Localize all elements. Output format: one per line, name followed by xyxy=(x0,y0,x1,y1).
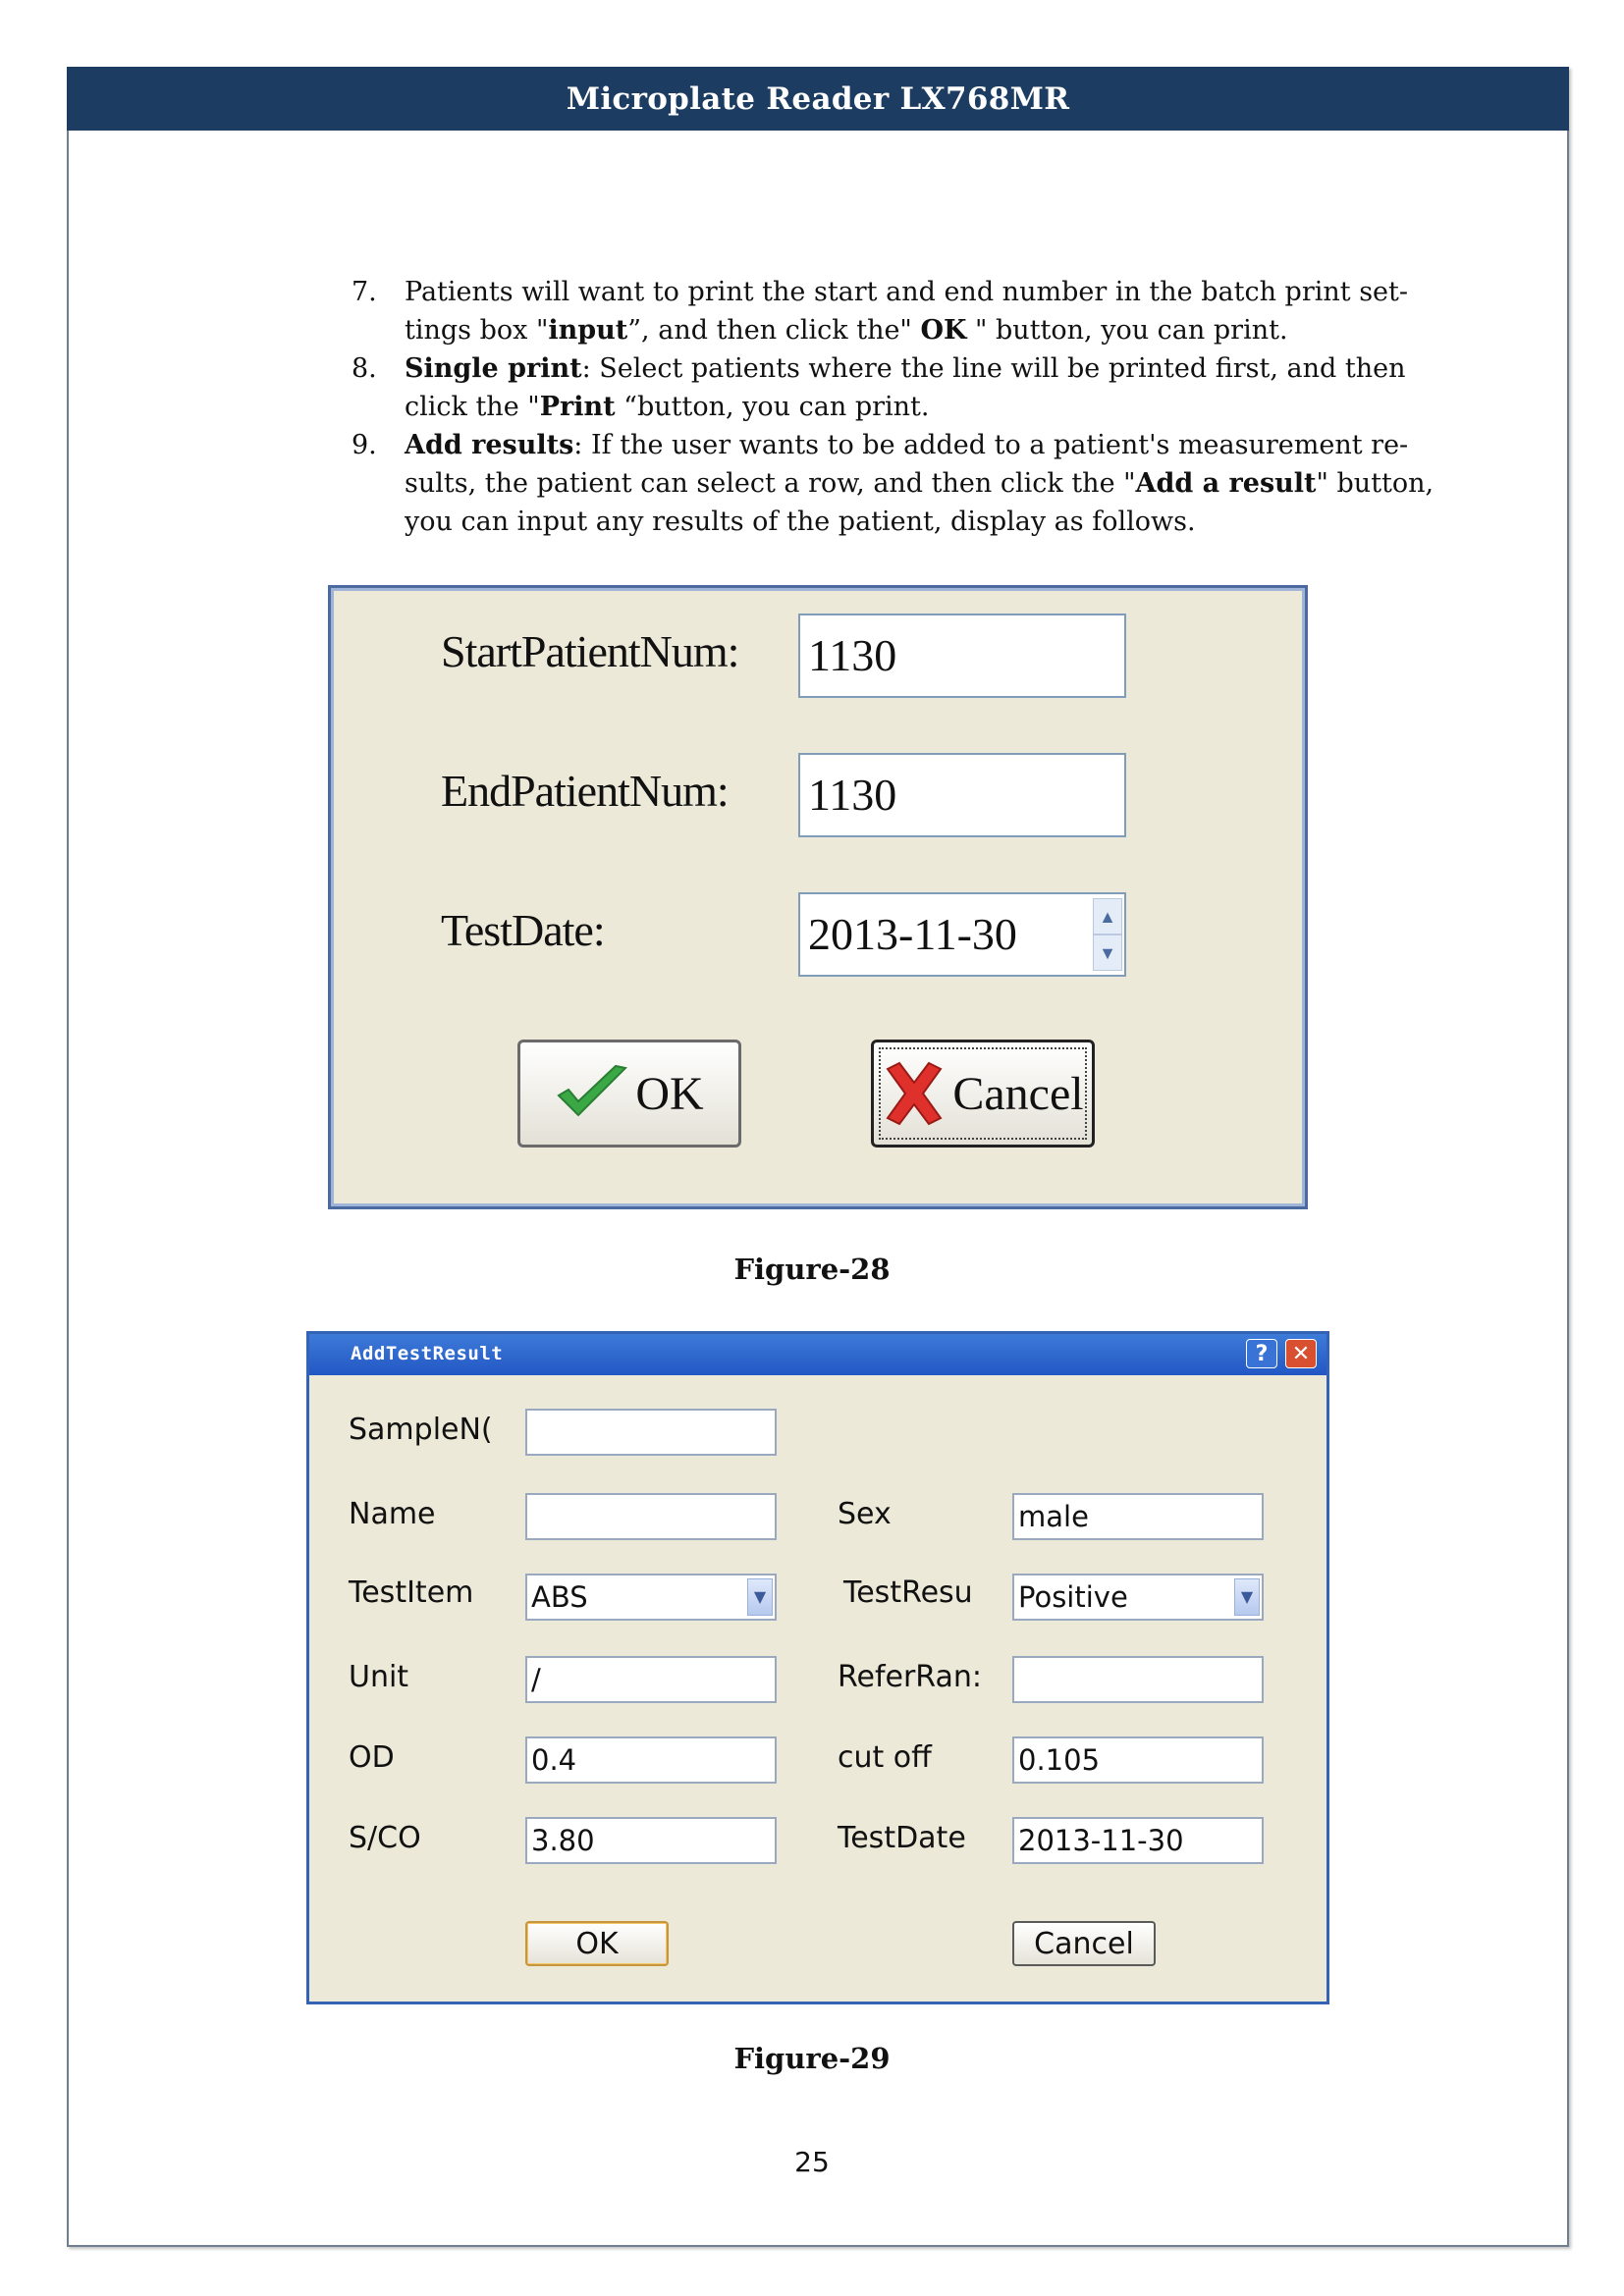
start-patient-num-label: StartPatientNum: xyxy=(441,626,739,676)
instruction-text: : If the user wants to be added to a patient's measurement re-sults, the patient can select a row, and then click the " xyxy=(405,430,1409,499)
cancel-button[interactable] xyxy=(871,1040,1095,1148)
instruction-emphasis: OK xyxy=(920,315,967,346)
instruction-text: Patients will want to print the start and end number in the batch print set-tings box " xyxy=(405,277,1409,346)
test-date-picker[interactable] xyxy=(798,892,1126,977)
sco-label: S/CO xyxy=(349,1821,421,1855)
cut-off-label: cut off xyxy=(838,1740,932,1775)
spin-up-icon[interactable]: ▲ xyxy=(1093,898,1122,934)
cut-off-input[interactable]: 0.105 xyxy=(1012,1736,1264,1784)
spin-down-icon[interactable]: ▼ xyxy=(1093,934,1122,971)
start-patient-num-input[interactable]: 1130 xyxy=(798,614,1126,698)
end-patient-num-input[interactable]: 1130 xyxy=(798,753,1126,837)
ok-button-label: OK xyxy=(575,1926,619,1961)
sample-no-input[interactable] xyxy=(525,1409,777,1456)
test-item-value: ABS xyxy=(531,1580,588,1614)
instruction-list xyxy=(352,273,1453,541)
close-button[interactable] xyxy=(1285,1339,1317,1368)
instruction-number: 9. xyxy=(352,430,377,460)
ok-button[interactable] xyxy=(517,1040,741,1148)
cancel-button[interactable] xyxy=(1012,1921,1156,1966)
instruction-emphasis: Single print xyxy=(405,353,582,384)
help-icon: ? xyxy=(1255,1341,1269,1366)
name-input[interactable] xyxy=(525,1493,777,1540)
sco-input[interactable]: 3.80 xyxy=(525,1817,777,1864)
test-date-value: 2013-11-30 xyxy=(808,909,1017,959)
test-result-label: TestResu xyxy=(843,1575,973,1610)
instruction-number: 7. xyxy=(352,277,377,307)
cancel-button-label: Cancel xyxy=(1034,1926,1134,1961)
test-item-label: TestItem xyxy=(349,1575,474,1610)
chevron-down-icon[interactable]: ▼ xyxy=(747,1578,773,1616)
page-number: 25 xyxy=(794,2146,830,2178)
ok-button-label: OK xyxy=(635,1067,704,1120)
refer-range-label: ReferRan: xyxy=(838,1660,982,1694)
test-date-label: TestDate: xyxy=(441,905,605,955)
figure-29-caption: Figure-29 xyxy=(733,2042,891,2075)
test-date-label: TestDate xyxy=(838,1821,966,1855)
help-button[interactable] xyxy=(1246,1339,1277,1368)
cancel-button-label: Cancel xyxy=(952,1067,1084,1120)
instruction-item xyxy=(352,273,1453,349)
header-title: Microplate Reader LX768MR xyxy=(566,80,1070,117)
batch-print-dialog xyxy=(328,585,1308,1209)
red-x-icon xyxy=(882,1059,947,1128)
test-date-input[interactable]: 2013-11-30 xyxy=(1012,1817,1264,1864)
sex-input[interactable]: male xyxy=(1012,1493,1264,1540)
test-item-select[interactable] xyxy=(525,1574,777,1621)
figure-28-caption: Figure-28 xyxy=(733,1253,891,1286)
instruction-emphasis: input xyxy=(548,315,628,346)
instruction-item xyxy=(352,426,1453,541)
instruction-emphasis: Print xyxy=(539,392,616,422)
sex-label: Sex xyxy=(838,1497,892,1531)
instruction-text: : Select patients where the line will be printed first, and then click the " xyxy=(405,353,1406,422)
test-result-value: Positive xyxy=(1018,1580,1128,1614)
instruction-text: ”, and then click the" xyxy=(627,315,921,346)
unit-input[interactable]: / xyxy=(525,1656,777,1703)
od-input[interactable]: 0.4 xyxy=(525,1736,777,1784)
instruction-emphasis: Add a result xyxy=(1135,468,1317,499)
instruction-number: 8. xyxy=(352,353,377,384)
instruction-text: " button, you can input any results of the patient, display as follows. xyxy=(405,468,1435,537)
add-test-result-dialog xyxy=(306,1331,1329,2004)
close-icon: ✕ xyxy=(1291,1341,1311,1366)
date-spinner[interactable] xyxy=(1093,898,1122,971)
instruction-emphasis: Add results xyxy=(405,430,574,460)
unit-label: Unit xyxy=(349,1660,409,1694)
page-header xyxy=(67,67,1569,131)
instruction-item xyxy=(352,349,1453,426)
end-patient-num-label: EndPatientNum: xyxy=(441,766,729,816)
chevron-down-icon[interactable]: ▼ xyxy=(1234,1578,1260,1616)
checkmark-icon xyxy=(555,1062,629,1125)
od-label: OD xyxy=(349,1740,395,1775)
sample-no-label: SampleN( xyxy=(349,1413,493,1447)
test-result-select[interactable] xyxy=(1012,1574,1264,1621)
instruction-text: " button, you can print. xyxy=(966,315,1288,346)
name-label: Name xyxy=(349,1497,436,1531)
instruction-text: “button, you can print. xyxy=(615,392,930,422)
ok-button[interactable] xyxy=(525,1921,669,1966)
refer-range-input[interactable] xyxy=(1012,1656,1264,1703)
dialog-titlebar xyxy=(309,1334,1326,1375)
dialog-title: AddTestResult xyxy=(351,1343,504,1364)
